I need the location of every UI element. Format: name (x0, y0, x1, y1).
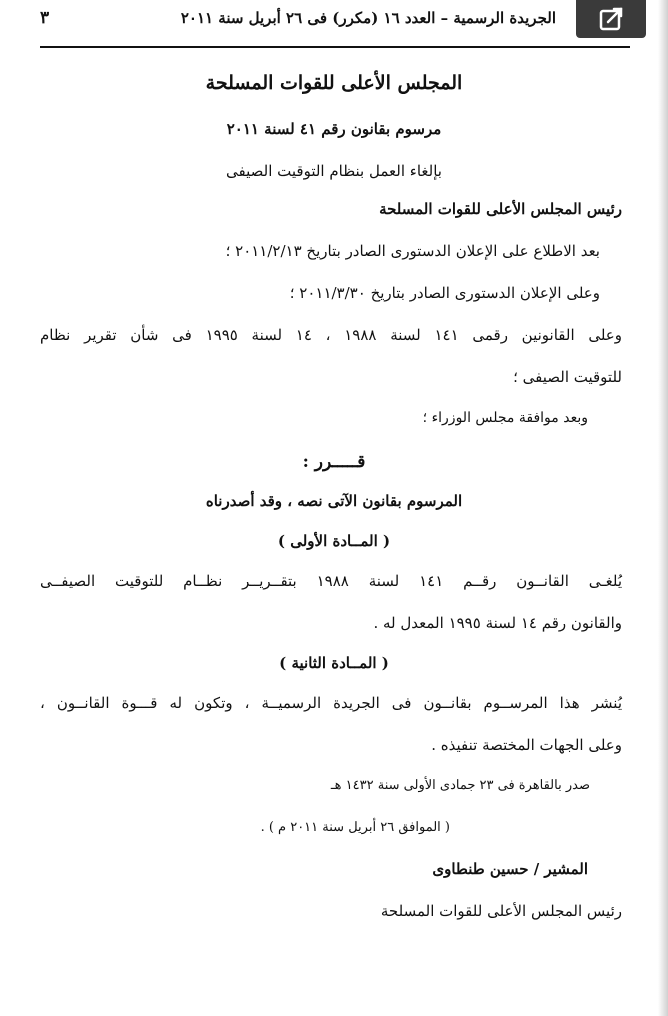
preamble-heading: رئيس المجلس الأعلى للقوات المسلحة (379, 200, 622, 218)
edit-button[interactable] (576, 0, 646, 38)
edit-icon (597, 5, 625, 33)
page-edge-shadow (658, 0, 668, 1016)
article-1-line-1: يُلغـى القانــون رقــم ١٤١ لسنة ١٩٨٨ بتقــريــر نظــام للتوقيت الصيفــى (40, 572, 623, 590)
article-2-line-2: وعلى الجهات المختصة تنفيذه . (431, 736, 622, 754)
article-2-line-1: يُنشر هذا المرســوم بقانــون فى الجريدة الرسميــة ، وتكون له قـــوة القانــون ، (40, 694, 622, 712)
preamble-paragraph-3: وعلى القانونين رقمى ١٤١ لسنة ١٩٨٨ ، ١٤ لسنة ١٩٩٥ فى شأن تقرير نظام (40, 326, 623, 344)
preamble-paragraph-3-cont: للتوقيت الصيفى ؛ (513, 368, 622, 386)
article-1-heading: ( المــادة الأولى ) (277, 532, 391, 550)
issue-date-gregorian: ( الموافق ٢٦ أبريل سنة ٢٠١١ م ) . (260, 820, 450, 835)
signatory-name: المشير / حسين طنطاوى (432, 860, 588, 878)
header-rule (40, 46, 630, 48)
decree-subject: بإلغاء العمل بنظام التوقيت الصيفى (226, 162, 442, 180)
decreed-heading: قـــــرر : (302, 452, 366, 472)
article-2-heading: ( المــادة الثانية ) (279, 654, 389, 672)
issuer-title: المجلس الأعلى للقوات المسلحة (205, 72, 463, 94)
article-1-line-2: والقانون رقم ١٤ لسنة ١٩٩٥ المعدل له . (373, 614, 622, 632)
page-number: ٣ (40, 8, 50, 28)
preamble-paragraph-1: بعد الاطلاع على الإعلان الدستورى الصادر بتاريخ ٢٠١١/٢/١٣ ؛ (225, 242, 600, 260)
decree-number: مرسوم بقانون رقم ٤١ لسنة ٢٠١١ (226, 120, 442, 138)
preamble-paragraph-2: وعلى الإعلان الدستورى الصادر بتاريخ ٢٠١١/٣/٣٠ ؛ (289, 284, 600, 302)
preamble-paragraph-4: وبعد موافقة مجلس الوزراء ؛ (422, 410, 588, 426)
issue-date-hijri: صدر بالقاهرة فى ٢٣ جمادى الأولى سنة ١٤٣٢ هـ (330, 778, 590, 793)
signatory-title: رئيس المجلس الأعلى للقوات المسلحة (380, 902, 622, 920)
gazette-header-text: الجريدة الرسمية – العدد ١٦ (مكرر) فى ٢٦ أبريل سنة ٢٠١١ (180, 9, 556, 27)
page-header (40, 4, 556, 32)
decree-intro: المرسوم بقانون الآتى نصه ، وقد أصدرناه (205, 492, 463, 510)
